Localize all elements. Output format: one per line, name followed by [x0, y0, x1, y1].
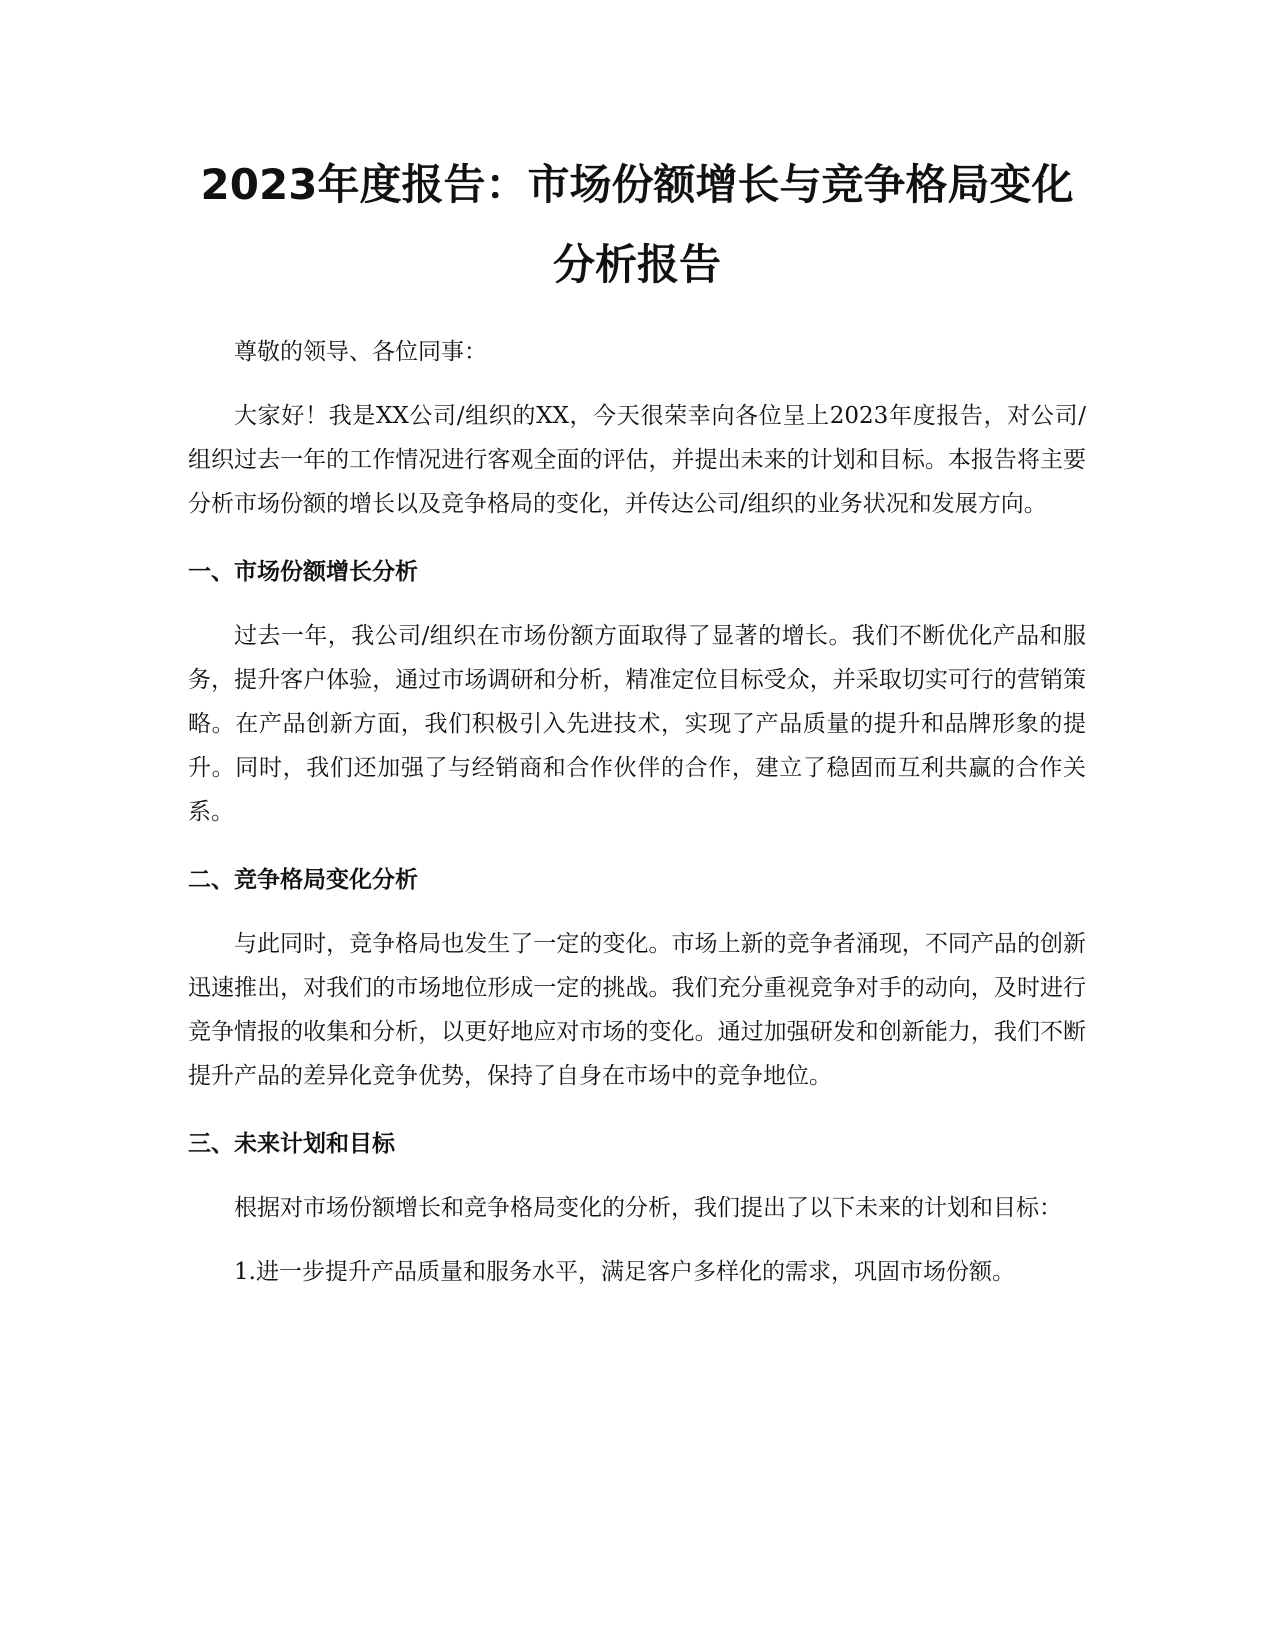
- intro-paragraph: 大家好！我是XX公司/组织的XX，今天很荣幸向各位呈上2023年度报告，对公司/组织过去一年的工作情况进行客观全面的评估，并提出未来的计划和目标。本报告将主要分析市场份额的增长以及竞争格局的变化，并传达公司/组织的业务状况和发展方向。: [188, 403, 1086, 517]
- salutation: 尊敬的领导、各位同事：: [234, 339, 487, 365]
- document-title: 2023年度报告：市场份额增长与竞争格局变化分析报告: [200, 160, 1074, 289]
- section-heading-market-share: 一、市场份额增长分析: [188, 559, 418, 585]
- section-body-future-plans: 根据对市场份额增长和竞争格局变化的分析，我们提出了以下未来的计划和目标：: [234, 1195, 1062, 1221]
- section-body-competition: 与此同时，竞争格局也发生了一定的变化。市场上新的竞争者涌现，不同产品的创新迅速推出，对我们的市场地位形成一定的挑战。我们充分重视竞争对手的动向，及时进行竞争情报的收集和分析，以更好地应对市场的变化。通过加强研发和创新能力，我们不断提升产品的差异化竞争优势，保持了自身在市场中的竞争地位。: [188, 931, 1086, 1089]
- document-body: [188, 145, 1086, 1294]
- list-item: 1.进一步提升产品质量和服务水平，满足客户多样化的需求，巩固市场份额。: [234, 1259, 1015, 1285]
- section-body-market-share: 过去一年，我公司/组织在市场份额方面取得了显著的增长。我们不断优化产品和服务，提升客户体验，通过市场调研和分析，精准定位目标受众，并采取切实可行的营销策略。在产品创新方面，我们积极引入先进技术，实现了产品质量的提升和品牌形象的提升。同时，我们还加强了与经销商和合作伙伴的合作，建立了稳固而互利共赢的合作关系。: [188, 623, 1086, 825]
- section-heading-competition: 二、竞争格局变化分析: [188, 867, 418, 893]
- section-heading-future-plans: 三、未来计划和目标: [188, 1131, 395, 1157]
